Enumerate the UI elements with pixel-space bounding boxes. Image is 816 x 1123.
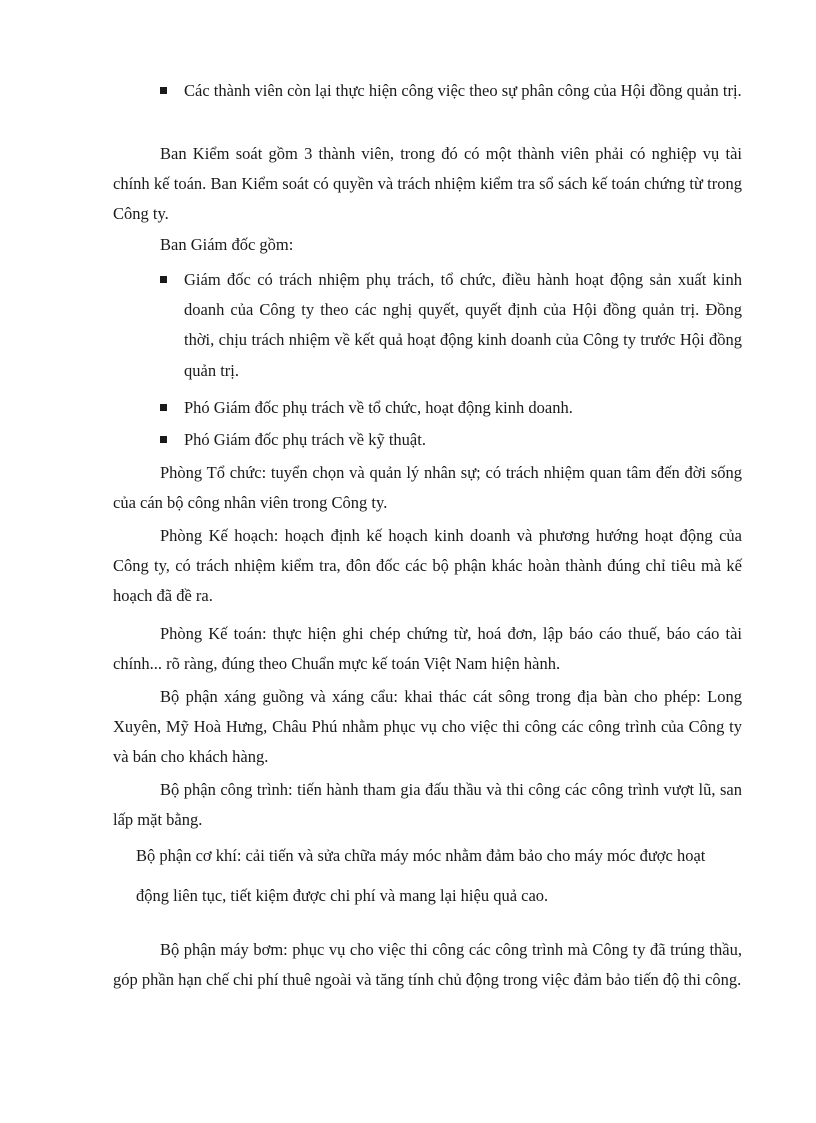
bullet-text: Phó Giám đốc phụ trách về tổ chức, hoạt động kinh doanh.	[184, 398, 573, 417]
bullet-item	[160, 76, 742, 106]
bullet-item	[160, 425, 742, 455]
paragraph-bo-phan-xang: Bộ phận xáng guồng và xáng cẩu: khai thác cát sông trong địa bàn cho phép: Long Xuyên, Mỹ Hoà Hưng, Châu Phú nhằm phục vụ cho việc thi công các công trình của Công ty và bán cho khách hàng.	[113, 687, 742, 767]
bullet-text: Phó Giám đốc phụ trách về kỹ thuật.	[184, 430, 426, 449]
square-bullet-icon	[160, 87, 167, 94]
square-bullet-icon	[160, 436, 167, 443]
paragraph-bo-phan-co-khi-line2: động liên tục, tiết kiệm được chi phí và mang lại hiệu quả cao.	[136, 886, 549, 905]
paragraph-ban-kiem-soat: Ban Kiểm soát gồm 3 thành viên, trong đó có một thành viên phải có nghiệp vụ tài chính kế toán. Ban Kiểm soát có quyền và trách nhiệm kiểm tra sổ sách kế toán chứng từ trong Công ty.	[113, 144, 742, 224]
bullet-item	[160, 265, 742, 386]
paragraph-bo-phan-may-bom: Bộ phận máy bơm: phục vụ cho việc thi công các công trình mà Công ty đã trúng thầu, góp phần hạn chế chi phí thuê ngoài và tăng tính chủ động trong việc đảm bảo tiến độ thi công.	[113, 940, 742, 990]
paragraph-bo-phan-co-khi-line1: Bộ phận cơ khí: cải tiến và sửa chữa máy móc nhằm đảm bảo cho máy móc được hoạt	[136, 846, 706, 865]
paragraph-phong-ke-hoach: Phòng Kế hoạch: hoạch định kế hoạch kinh doanh và phương hướng hoạt động của Công ty, có trách nhiệm kiểm tra, đôn đốc các bộ phận khác hoàn thành đúng chỉ tiêu mà kế hoạch đã đề ra.	[113, 526, 742, 606]
square-bullet-icon	[160, 276, 167, 283]
paragraph-phong-to-chuc: Phòng Tổ chức: tuyển chọn và quản lý nhân sự; có trách nhiệm quan tâm đến đời sống của cán bộ công nhân viên trong Công ty.	[113, 463, 742, 513]
paragraph-ban-giam-doc: Ban Giám đốc gồm:	[160, 235, 294, 254]
square-bullet-icon	[160, 404, 167, 411]
paragraph-phong-ke-toan: Phòng Kế toán: thực hiện ghi chép chứng từ, hoá đơn, lập báo cáo thuế, báo cáo tài chính... rõ ràng, đúng theo Chuẩn mực kế toán Việt Nam hiện hành.	[113, 624, 742, 674]
bullet-item	[160, 393, 742, 423]
bullet-text: Giám đốc có trách nhiệm phụ trách, tổ chức, điều hành hoạt động sản xuất kinh doanh của Công ty theo các nghị quyết, quyết định của Hội đồng quản trị. Đồng thời, chịu trách nhiệm về kết quả hoạt động kinh doanh của Công ty trước Hội đồng quản trị.	[184, 270, 742, 380]
paragraph-bo-phan-cong-trinh: Bộ phận công trình: tiến hành tham gia đấu thầu và thi công các công trình vượt lũ, san lấp mặt bằng.	[113, 780, 742, 830]
bullet-text: Các thành viên còn lại thực hiện công việc theo sự phân công của Hội đồng quản trị.	[184, 81, 742, 100]
